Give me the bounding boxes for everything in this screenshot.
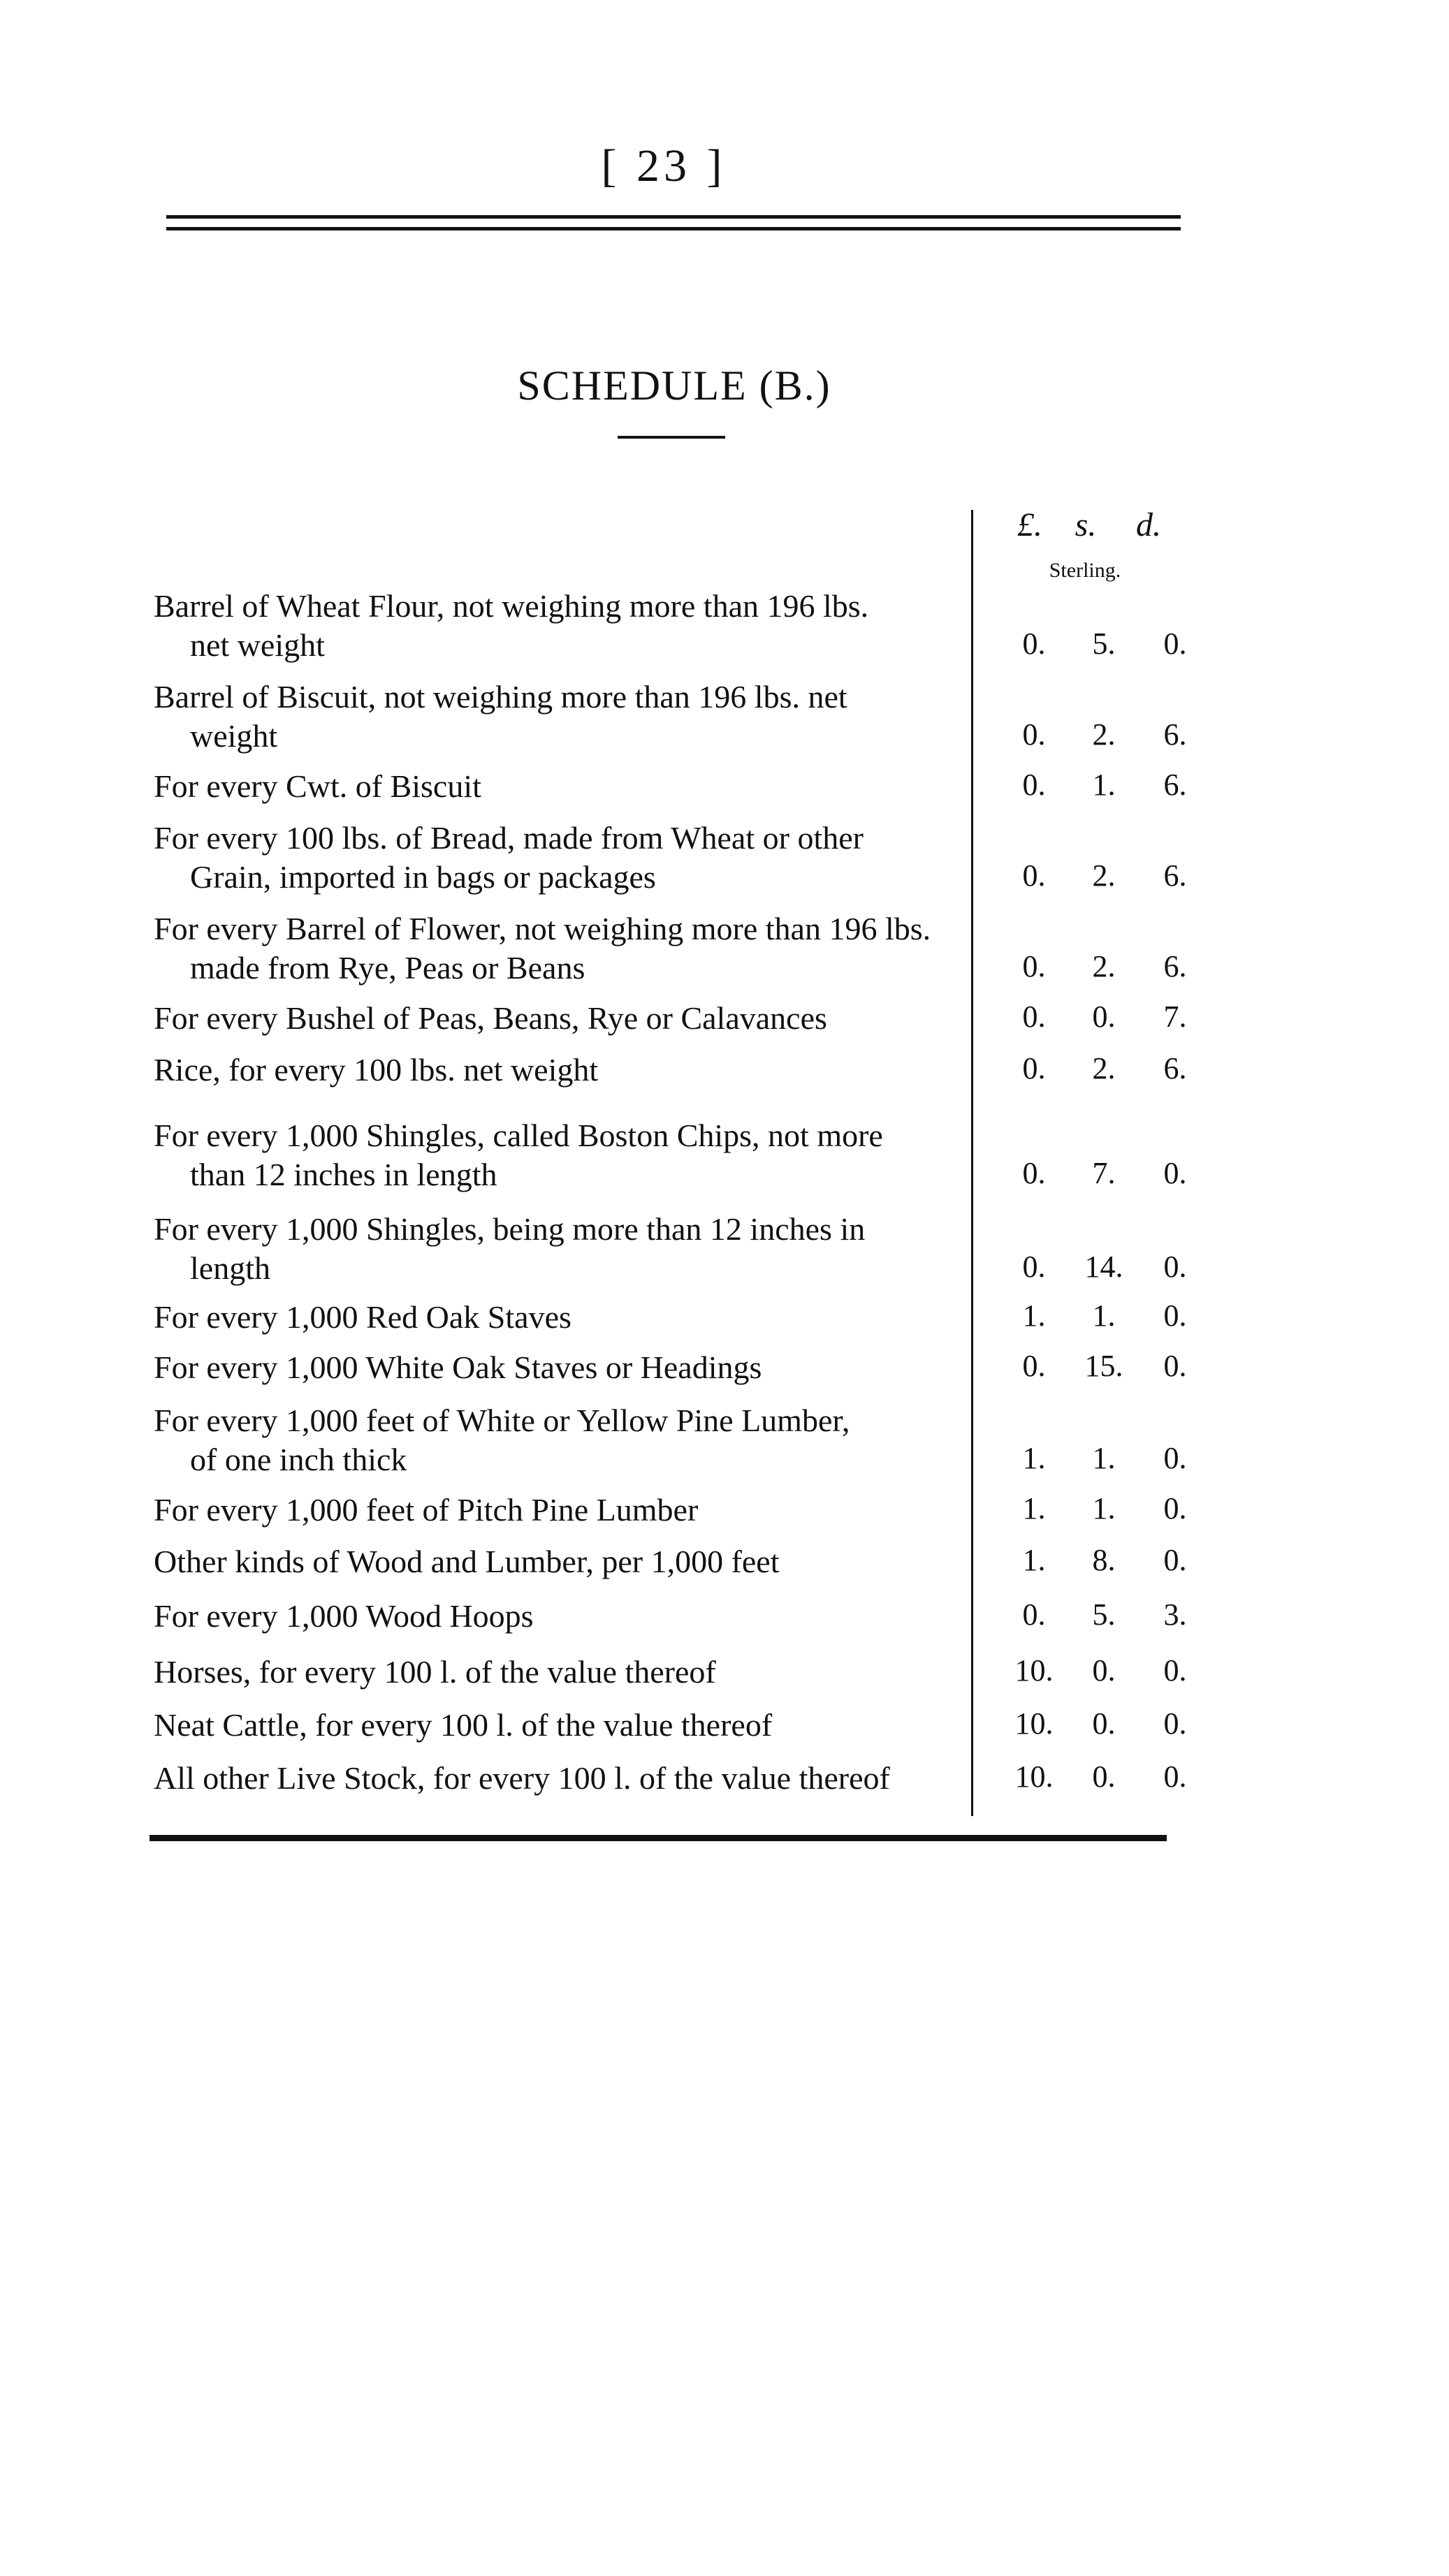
row-description (154, 1116, 957, 1194)
value-pence: 0. (1163, 1250, 1187, 1284)
row-description-line: Barrel of Wheat Flour, not weighing more than 196 lbs. (154, 588, 869, 624)
value-shillings: 1. (1092, 1491, 1116, 1525)
header-double-rule (166, 215, 1181, 230)
table-row (154, 1116, 1187, 1194)
row-description-line: For every Bushel of Peas, Beans, Rye or Calavances (154, 1000, 827, 1036)
column-head-shillings: s. (1075, 506, 1097, 543)
value-pence: 6. (1163, 768, 1187, 802)
value-shillings: 2. (1092, 949, 1116, 983)
table-row (154, 1051, 1187, 1090)
row-description-line: Neat Cattle, for every 100 l. of the value thereof (154, 1707, 773, 1743)
table-row (154, 1491, 1187, 1530)
value-pounds: 0. (1022, 949, 1046, 983)
table-row (154, 1401, 1187, 1479)
value-pounds: 1. (1022, 1543, 1046, 1577)
value-shillings: 0. (1092, 1706, 1116, 1741)
row-description (154, 1051, 957, 1090)
value-pence: 0. (1163, 1653, 1187, 1688)
value-pence: 6. (1163, 949, 1187, 983)
row-description-line: than 12 inches in length (190, 1157, 497, 1192)
value-shillings: 0. (1092, 1000, 1116, 1034)
row-description-line: For every 1,000 feet of Pitch Pine Lumber (154, 1492, 699, 1528)
row-description-line: Rice, for every 100 lbs. net weight (154, 1052, 599, 1088)
row-description-line: For every Barrel of Flower, not weighing more than 196 lbs. (154, 911, 931, 946)
value-pounds: 0. (1022, 717, 1046, 752)
value-pounds: 1. (1022, 1491, 1046, 1525)
value-pence: 3. (1163, 1597, 1187, 1632)
column-head-pounds: £. (1017, 506, 1042, 543)
row-description-line: For every 1,000 feet of White or Yellow Pine Lumber, (154, 1403, 850, 1438)
row-description-line: Other kinds of Wood and Lumber, per 1,000 feet (154, 1544, 780, 1579)
value-shillings: 5. (1092, 627, 1116, 661)
row-description (154, 1542, 957, 1581)
page-number: [ 23 ] (601, 140, 727, 191)
row-description (154, 1653, 957, 1692)
row-description-line: made from Rye, Peas or Beans (190, 950, 585, 986)
value-pounds: 0. (1022, 627, 1046, 661)
row-description (154, 1706, 957, 1745)
table-row (154, 909, 1187, 988)
table-row (154, 1348, 1187, 1387)
value-pounds: 0. (1022, 1156, 1046, 1190)
value-pounds: 0. (1022, 768, 1046, 802)
value-pence: 0. (1163, 1156, 1187, 1190)
table-row (154, 1542, 1187, 1581)
row-description-line: Barrel of Biscuit, not weighing more than 196 lbs. net (154, 679, 847, 715)
table-row (154, 678, 1187, 756)
bottom-rule (150, 1835, 1167, 1841)
value-shillings: 0. (1092, 1759, 1116, 1794)
table-row (154, 1653, 1187, 1692)
row-description (154, 678, 957, 756)
value-pence: 7. (1163, 1000, 1187, 1034)
column-head-currency: Sterling. (1049, 559, 1121, 582)
row-description-line: Horses, for every 100 l. of the value thereof (154, 1654, 716, 1690)
row-description (154, 1401, 957, 1479)
row-description-line: All other Live Stock, for every 100 l. of the value thereof (154, 1760, 890, 1796)
row-description (154, 819, 957, 897)
value-pence: 0. (1163, 1349, 1187, 1383)
value-pence: 0. (1163, 1441, 1187, 1475)
value-shillings: 0. (1092, 1653, 1116, 1688)
row-description-line: For every 1,000 Wood Hoops (154, 1598, 534, 1634)
table-row (154, 767, 1187, 806)
value-pounds: 0. (1022, 1250, 1046, 1284)
value-shillings: 2. (1092, 717, 1116, 752)
value-pounds: 0. (1022, 858, 1046, 893)
row-description-line: of one inch thick (190, 1442, 407, 1477)
table-row (154, 1210, 1187, 1288)
value-pence: 0. (1163, 1298, 1187, 1333)
table-row (154, 1298, 1187, 1337)
value-pounds: 10. (1014, 1653, 1054, 1688)
table-row (154, 1597, 1187, 1636)
value-shillings: 1. (1092, 1298, 1116, 1333)
row-description (154, 1298, 957, 1337)
value-pence: 0. (1163, 1491, 1187, 1525)
value-shillings: 1. (1092, 768, 1116, 802)
table-row (154, 587, 1187, 665)
row-description-line: net weight (190, 627, 325, 663)
value-pence: 0. (1163, 1759, 1187, 1794)
value-pence: 6. (1163, 858, 1187, 893)
value-pounds: 1. (1022, 1298, 1046, 1333)
row-description (154, 909, 957, 988)
row-description-line: For every Cwt. of Biscuit (154, 768, 481, 804)
value-pence: 6. (1163, 1051, 1187, 1085)
value-shillings: 2. (1092, 858, 1116, 893)
table-row (154, 999, 1187, 1038)
value-shillings: 8. (1092, 1543, 1116, 1577)
row-description-line: length (190, 1250, 270, 1286)
value-shillings: 7. (1092, 1156, 1116, 1190)
column-head-pence: d. (1136, 506, 1161, 543)
table-row (154, 1706, 1187, 1745)
row-description-line: For every 1,000 Red Oak Staves (154, 1299, 571, 1335)
value-pounds: 0. (1022, 1597, 1046, 1632)
row-description (154, 1597, 957, 1636)
row-description-line: For every 1,000 White Oak Staves or Headings (154, 1349, 762, 1385)
row-description-line: For every 1,000 Shingles, called Boston Chips, not more (154, 1118, 883, 1153)
row-description-line: Grain, imported in bags or packages (190, 859, 656, 895)
row-description (154, 1348, 957, 1387)
row-description (154, 587, 957, 665)
value-pence: 0. (1163, 1543, 1187, 1577)
table-row (154, 1759, 1187, 1798)
value-pounds: 10. (1014, 1759, 1054, 1794)
value-pence: 0. (1163, 627, 1187, 661)
value-shillings: 15. (1084, 1349, 1123, 1383)
row-description (154, 1491, 957, 1530)
row-description-line: For every 1,000 Shingles, being more than 12 inches in (154, 1211, 866, 1247)
row-description (154, 1210, 957, 1288)
schedule-title: SCHEDULE (B.) (517, 363, 831, 409)
table-row (154, 819, 1187, 897)
row-description (154, 999, 957, 1038)
value-shillings: 2. (1092, 1051, 1116, 1085)
value-pence: 0. (1163, 1706, 1187, 1741)
value-shillings: 5. (1092, 1597, 1116, 1632)
row-description-line: For every 100 lbs. of Bread, made from Wheat or other (154, 820, 864, 856)
row-description-line: weight (190, 718, 278, 754)
row-description (154, 767, 957, 806)
value-shillings: 1. (1092, 1441, 1116, 1475)
value-pounds: 1. (1022, 1441, 1046, 1475)
title-underline (618, 436, 725, 439)
value-pounds: 0. (1022, 1051, 1046, 1085)
row-description (154, 1759, 957, 1798)
value-pounds: 0. (1022, 1000, 1046, 1034)
value-shillings: 14. (1084, 1250, 1123, 1284)
value-pence: 6. (1163, 717, 1187, 752)
value-pounds: 0. (1022, 1349, 1046, 1383)
value-pounds: 10. (1014, 1706, 1054, 1741)
